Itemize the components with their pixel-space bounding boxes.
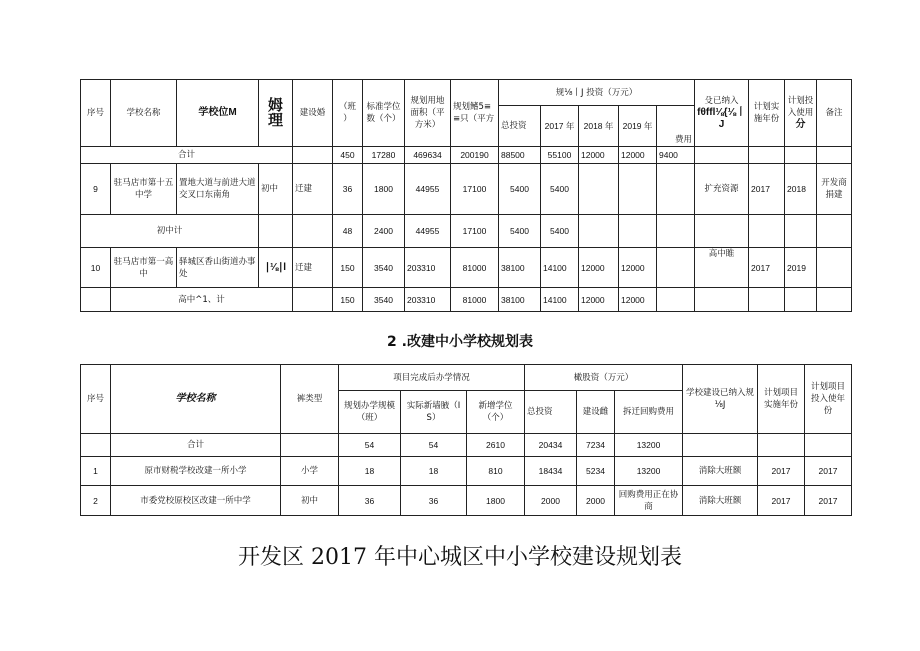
cell: 18 (401, 457, 467, 486)
cell: 消除大班额 (683, 486, 758, 516)
cell: 迁建 (293, 164, 333, 215)
cell: 200190 (451, 147, 499, 164)
cell: 3540 (363, 288, 405, 312)
header-build-area: 规划鳍5≡≡只（平方 (451, 80, 499, 147)
cell: 驻马店市第一高中 (111, 248, 177, 288)
cell: 2000 (525, 486, 577, 516)
cell: 5400 (499, 164, 541, 215)
table-row (81, 147, 852, 164)
header-fee: 费用 (657, 106, 695, 147)
cell: 5400 (541, 164, 579, 215)
cell: 38100 (499, 288, 541, 312)
cell: 12000 (619, 288, 657, 312)
cell: 5400 (499, 215, 541, 248)
cell: 44955 (405, 215, 451, 248)
cell: 2017 (805, 486, 852, 516)
document-title: 开发区 2017 年中心城区中小学校建设规划表 (238, 545, 682, 570)
table-row (81, 248, 852, 288)
header-school-name: 学校名称 (111, 365, 281, 434)
cell: 原市财税学校改建一所小学 (111, 457, 281, 486)
cell: 2019 (785, 248, 817, 288)
cell: 迁建 (293, 248, 333, 288)
cell: 17100 (451, 215, 499, 248)
header-use-year: 计划项目投入使年份 (805, 365, 852, 434)
header-investment-group: 规⅛丨J 投资（万元） (499, 80, 695, 106)
header-2019: 2019 年 (619, 106, 657, 147)
cell: 810 (467, 457, 525, 486)
cell: 12000 (579, 288, 619, 312)
cell: 13200 (615, 457, 683, 486)
header-2017: 2017 年 (541, 106, 579, 147)
header-investment-group: 橄股资（万元） (525, 365, 683, 391)
header-remark: 备注 (817, 80, 852, 147)
total-label: 合计 (81, 147, 293, 164)
header-type: 姆理 (259, 80, 293, 147)
header-class-count: （班 ） (333, 80, 363, 147)
cell: 2610 (467, 434, 525, 457)
header-build-mode: 建设婚 (293, 80, 333, 147)
cell: 开发商捐建 (817, 164, 852, 215)
cell: 12000 (619, 248, 657, 288)
header-seq: 序号 (81, 365, 111, 434)
cell: 88500 (499, 147, 541, 164)
cell: 2017 (805, 457, 852, 486)
cell: 初中 (281, 486, 339, 516)
header-implementation-year: 计划项目实施年份 (758, 365, 805, 434)
cell: 高中睢 (695, 248, 749, 288)
cell: 54 (401, 434, 467, 457)
table-row (81, 215, 852, 248)
cell: 市委党校原校区改建一所中学 (111, 486, 281, 516)
cell: 2 (81, 486, 111, 516)
cell: 扩充资源 (695, 164, 749, 215)
school-renovation-table (80, 364, 852, 516)
section-title: 2 .改建中小学校规划表 (387, 334, 533, 350)
cell: 17280 (363, 147, 405, 164)
cell: 38100 (499, 248, 541, 288)
header-type: 裤类型 (281, 365, 339, 434)
cell: 36 (401, 486, 467, 516)
header-completion-group: 项目完成后办学情况 (339, 365, 525, 391)
cell: 12000 (579, 248, 619, 288)
header-use-year (785, 80, 817, 147)
cell: 203310 (405, 288, 451, 312)
cell: 2000 (577, 486, 615, 516)
table-row (81, 164, 852, 215)
cell: 2017 (749, 248, 785, 288)
cell: 2017 (758, 457, 805, 486)
header-included-in-plan (695, 80, 749, 147)
cell: 9 (81, 164, 111, 215)
cell: 小学 (281, 457, 339, 486)
cell: 48 (333, 215, 363, 248)
cell: 初中 (259, 164, 293, 215)
header-included-in-plan: 学校建设已纳入规⅛J (683, 365, 758, 434)
cell: 1800 (467, 486, 525, 516)
header-included-line2: fθffl⅛{⅛丨J (697, 107, 746, 130)
subtotal-label: 高中^1、计 (111, 288, 293, 312)
cell: 2018 (785, 164, 817, 215)
cell: 3540 (363, 248, 405, 288)
cell: 驿城区香山街道办事处 (177, 248, 259, 288)
cell: 驻马店市第十五中学 (111, 164, 177, 215)
header-seq: 序号 (81, 80, 111, 147)
header-implementation-year: 计划实施年份 (749, 80, 785, 147)
cell: 14100 (541, 288, 579, 312)
cell: 44955 (405, 164, 451, 215)
cell: 2017 (749, 164, 785, 215)
header-use-year-line1: 计划投入使用 (787, 96, 814, 118)
cell: 5400 (541, 215, 579, 248)
header-planned-scale: 规划办学规模（班） (339, 391, 401, 434)
header-new-classes: 实际新墙腋（IS） (401, 391, 467, 434)
total-label: 合计 (111, 434, 281, 457)
cell: 55100 (541, 147, 579, 164)
table-row (81, 486, 852, 516)
cell: 150 (333, 288, 363, 312)
cell: 81000 (451, 248, 499, 288)
cell: 7234 (577, 434, 615, 457)
cell: 1800 (363, 164, 405, 215)
header-school-name: 学校名称 (111, 80, 177, 147)
cell: 10 (81, 248, 111, 288)
cell: 回购费用正在协商 (615, 486, 683, 516)
header-location: 学校位M (177, 80, 259, 147)
cell: 203310 (405, 248, 451, 288)
subtotal-label: 初中计 (81, 215, 259, 248)
cell: 9400 (657, 147, 695, 164)
cell: 18434 (525, 457, 577, 486)
cell: 1 (81, 457, 111, 486)
cell: 2400 (363, 215, 405, 248)
cell: 36 (339, 486, 401, 516)
cell: 12000 (579, 147, 619, 164)
cell: 2017 (758, 486, 805, 516)
header-new-seats: 新增学位（个） (467, 391, 525, 434)
cell: 469634 (405, 147, 451, 164)
cell: ∣⅛∣l (259, 248, 293, 288)
header-total-investment: 总投资 (525, 391, 577, 434)
cell: 17100 (451, 164, 499, 215)
cell: 81000 (451, 288, 499, 312)
cell: 36 (333, 164, 363, 215)
header-demolish-fee: 拆迁回购费用 (615, 391, 683, 434)
table-row (81, 288, 852, 312)
cell: 150 (333, 248, 363, 288)
cell: 20434 (525, 434, 577, 457)
cell: 5234 (577, 457, 615, 486)
cell: 置地大道与前进大道交叉口东南角 (177, 164, 259, 215)
header-build-fee: 建设雌 (577, 391, 615, 434)
header-included-line1: 殳已纳入 (704, 96, 739, 106)
cell: 18 (339, 457, 401, 486)
header-2018: 2018 年 (579, 106, 619, 147)
cell: 12000 (619, 147, 657, 164)
header-use-year-line2: 分 (795, 119, 806, 130)
cell: 54 (339, 434, 401, 457)
table-row (81, 434, 852, 457)
cell: 消除大班额 (683, 457, 758, 486)
table-row (81, 457, 852, 486)
cell: 13200 (615, 434, 683, 457)
header-standard-seats: 标准学位数（个） (363, 80, 405, 147)
cell: 450 (333, 147, 363, 164)
cell: 14100 (541, 248, 579, 288)
school-relocation-table (80, 79, 852, 312)
header-land-area: 规划用地面积（平方米） (405, 80, 451, 147)
header-total-investment: 总投资 (499, 106, 541, 147)
